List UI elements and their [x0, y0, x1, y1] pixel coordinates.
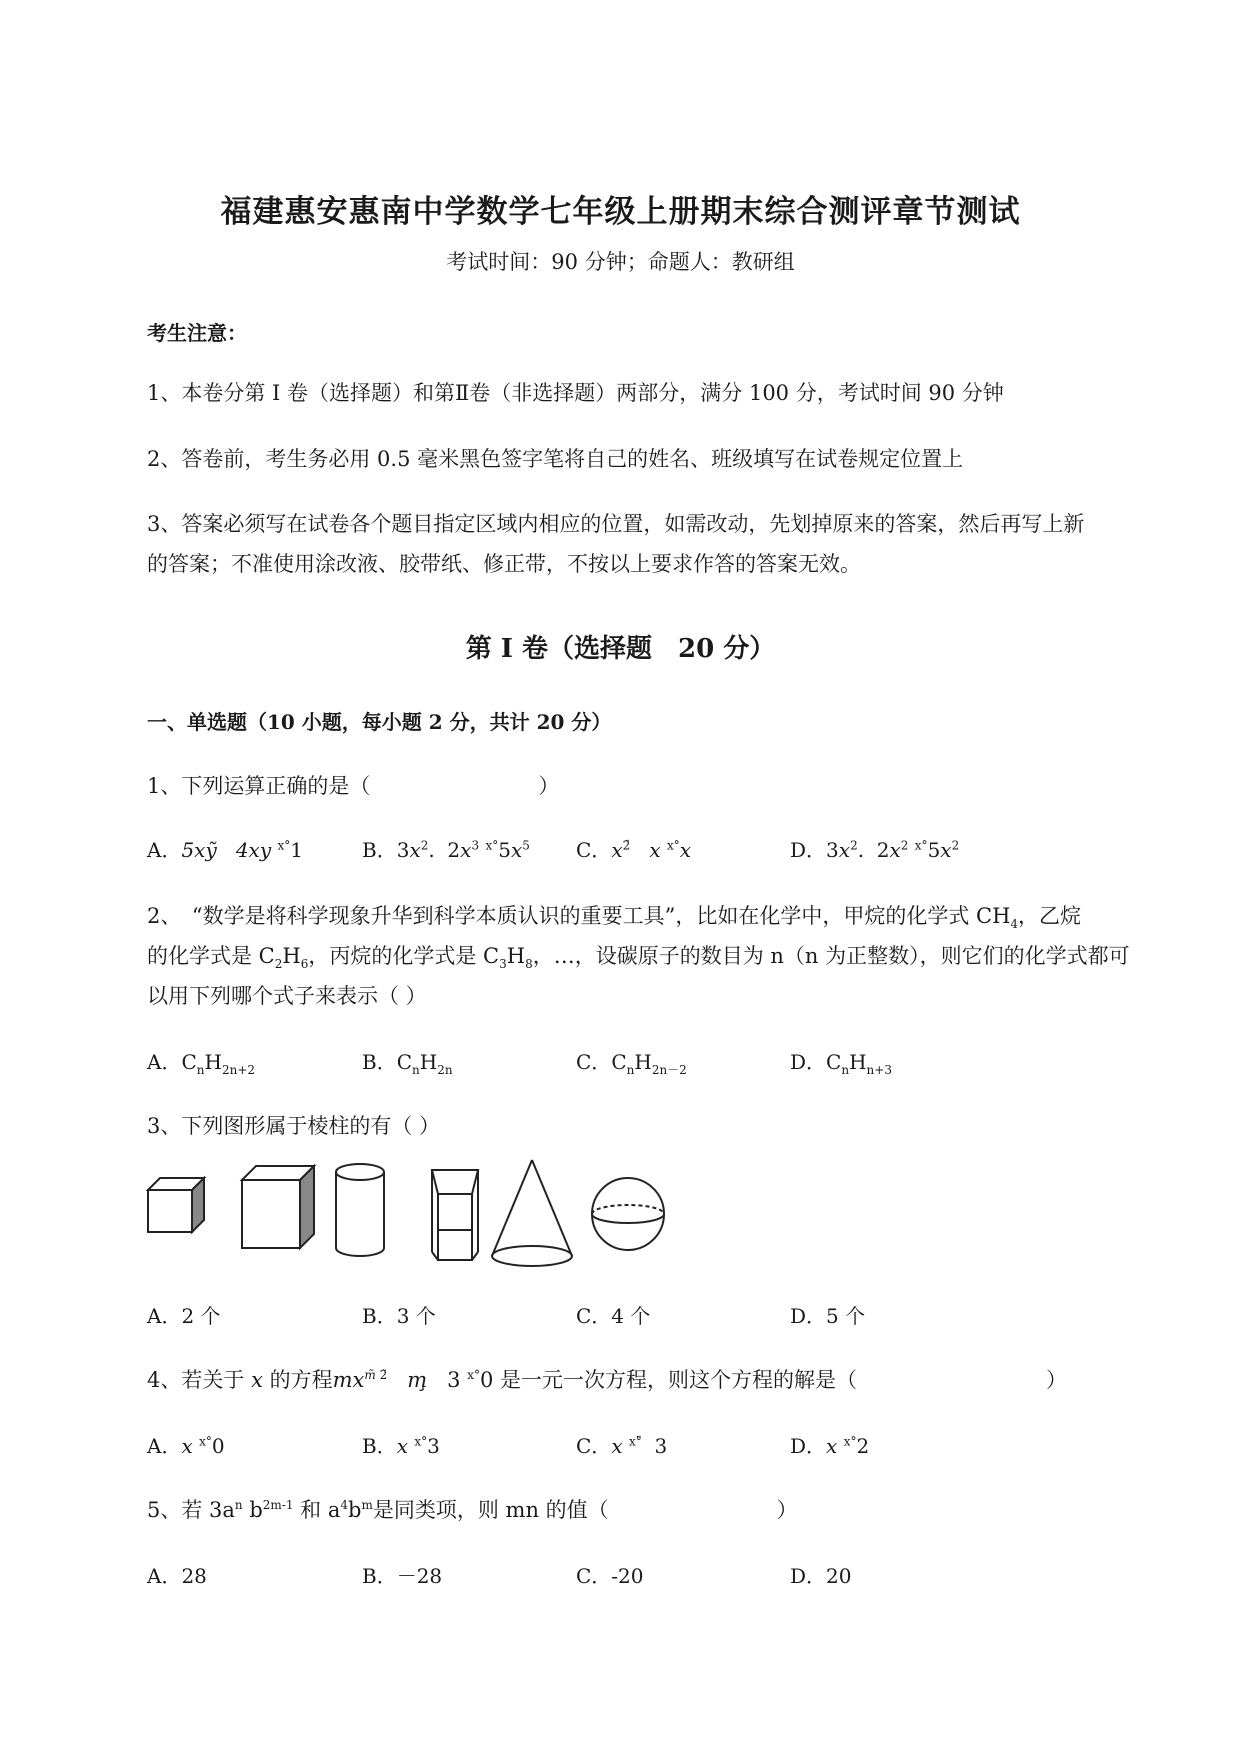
q3-option-d[interactable]: D．5 个: [790, 1304, 866, 1328]
cuboid-figure: [148, 1178, 204, 1232]
page-title: 福建惠安惠南中学数学七年级上册期末综合测评章节测试: [220, 194, 1021, 230]
notice-item-3-cont: 的答案；不准使用涂改液、胶带纸、修正带，不按以上要求作答的答案无效。: [147, 552, 861, 576]
frustum-figure: [432, 1170, 478, 1260]
q4-option-a[interactable]: A．x $^{x^\circ}$0: [147, 1434, 225, 1458]
question-3-stem: 3、下列图形属于棱柱的有（ ）: [147, 1114, 441, 1138]
q1-option-c[interactable]: C．$x^{2̃}$ x $^{x^\circ}$x: [576, 838, 692, 862]
q4-option-d[interactable]: D．x $^{x^\circ}$2: [790, 1434, 870, 1458]
cube-figure: [242, 1166, 314, 1248]
part-heading: 一、单选题（10 小题，每小题 2 分，共计 20 分）: [147, 710, 612, 734]
notice-item-2: 2、答卷前，考生务必用 0.5 毫米黑色签字笔将自己的姓名、班级填写在试卷规定位置上: [147, 447, 964, 471]
q4-option-b[interactable]: B．x $^{x^\circ}$3: [362, 1434, 440, 1458]
q2-option-d[interactable]: D．$C_nH_{n+3}$: [790, 1050, 892, 1077]
question-5-stem: 5、若 $3a^n$ $b^{2m-1}$ 和 $a^4b^m$是同类项，则 mn 的值（ ）: [147, 1498, 798, 1522]
cylinder-figure: [336, 1164, 384, 1256]
question-4-stem: 4、若关于 x 的方程$mx^{m̃ 2̃}$ m̧ 3 $^{x^\circ}$0 是一元一次方程，则这个方程的解是（ ）: [147, 1368, 1068, 1392]
q5-option-b[interactable]: B．－28: [362, 1564, 443, 1588]
cone-figure: [492, 1160, 572, 1266]
question-2-line3: 以用下列哪个式子来表示（ ）: [147, 984, 427, 1008]
question-1-stem: 1、下列运算正确的是（ ）: [147, 774, 560, 798]
exam-info: 考试时间：90 分钟；命题人：教研组: [446, 250, 795, 274]
q1-option-d[interactable]: D．$3x^2$. $2x^2$ $^{x^\circ}5x^2$: [790, 838, 960, 862]
q4-option-c[interactable]: C．x $^{x^\circ̃}$ 3: [576, 1434, 668, 1458]
q1-option-a[interactable]: A．5xỹ 4xy $^{x^\circ}$1: [147, 838, 304, 862]
q2-option-b[interactable]: B．$C_nH_{2n}$: [362, 1050, 453, 1077]
q5-option-a[interactable]: A．28: [147, 1564, 207, 1588]
notice-item-3: 3、答案必须写在试卷各个题目指定区域内相应的位置，如需改动，先划掉原来的答案，然后再写上新: [147, 512, 1085, 536]
sphere-figure: [592, 1178, 664, 1250]
q5-option-c[interactable]: C．-20: [576, 1564, 644, 1588]
solid-figures: [140, 1148, 720, 1278]
q5-option-d[interactable]: D．20: [790, 1564, 852, 1588]
section-title: 第 I 卷（选择题 20 分）: [465, 634, 776, 664]
q3-option-a[interactable]: A．2 个: [147, 1304, 221, 1328]
question-2-line2: 的化学式是 $C_2H_6$，丙烷的化学式是 $C_3H_8$，…，设碳原子的数目为 n（n 为正整数），则它们的化学式都可: [147, 944, 1130, 972]
q2-option-c[interactable]: C．$C_nH_{2n-2}$: [576, 1050, 687, 1077]
q3-option-c[interactable]: C．4 个: [576, 1304, 651, 1328]
notice-heading: 考生注意：: [147, 321, 247, 345]
q1-option-b[interactable]: B．$3x^2$. $2x^3$ $^{x^\circ}5x^5$: [362, 838, 530, 862]
q2-option-a[interactable]: A．$C_nH_{2n+2}$: [147, 1050, 256, 1077]
question-2-line1: 2、 “数学是将科学现象升华到科学本质认识的重要工具”，比如在化学中，甲烷的化学式 $CH_4$，乙烷: [147, 904, 1082, 932]
notice-item-1: 1、本卷分第 I 卷（选择题）和第Ⅱ卷（非选择题）两部分，满分 100 分，考试时间 90 分钟: [147, 381, 1004, 405]
q3-option-b[interactable]: B．3 个: [362, 1304, 436, 1328]
